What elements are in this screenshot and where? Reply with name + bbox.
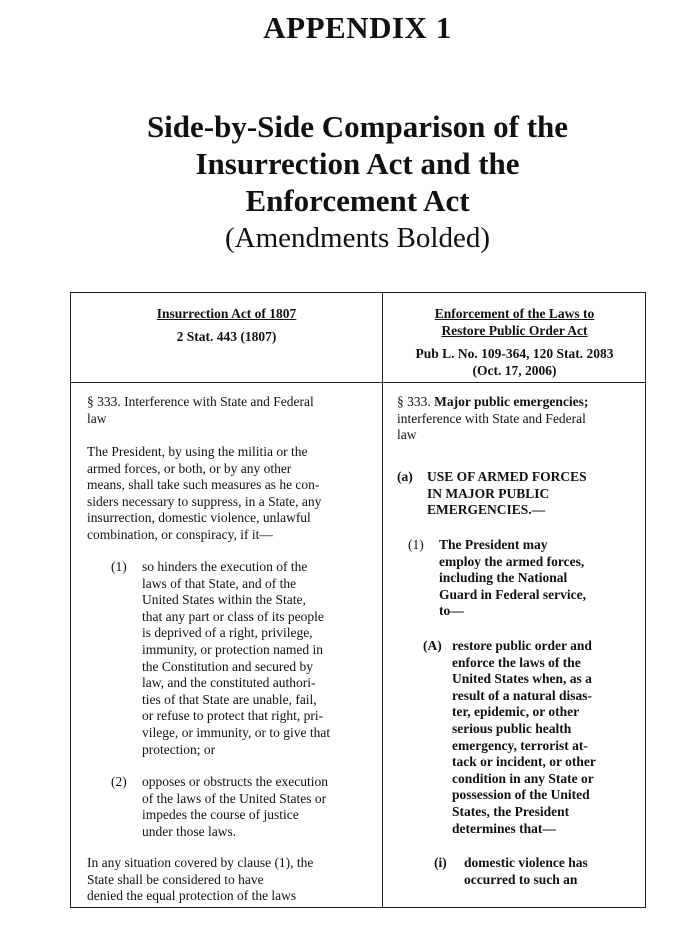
document-subtitle: (Amendments Bolded) <box>225 222 490 254</box>
text-line: § 333. Interference with State and Federal <box>87 394 314 409</box>
clause-number: (1) <box>111 559 127 574</box>
text-line: ties of that State are unable, fail, <box>142 691 317 707</box>
text-line: enforce the laws of the <box>452 654 581 670</box>
right-paragraph-1 <box>439 537 644 620</box>
text-line: EMERGENCIES.— <box>427 502 546 518</box>
header-divider <box>71 382 645 383</box>
text-line: law <box>87 410 107 426</box>
text-line: determines that— <box>452 820 556 836</box>
document-title <box>0 108 687 219</box>
text-line: law <box>397 427 417 443</box>
right-header-title-line: Enforcement of the Laws to <box>434 306 595 321</box>
text-line: United States when, as a <box>452 671 592 687</box>
text-line: domestic violence has <box>464 855 588 870</box>
text-line: including the National <box>439 570 568 586</box>
text-line: siders necessary to suppress, in a State, any <box>87 493 322 509</box>
text-line: denied the equal protection of the laws <box>87 888 297 904</box>
text-line: possession of the United <box>452 787 590 803</box>
text-line: IN MAJOR PUBLIC <box>427 485 550 501</box>
left-intro-paragraph <box>87 444 377 544</box>
text-line: insurrection, domestic violence, unlawful <box>87 510 311 526</box>
right-clause-i <box>464 855 644 888</box>
text-line: laws of that State, and of the <box>142 575 297 591</box>
left-clause-1 <box>142 559 380 758</box>
text-line: employ the armed forces, <box>439 553 585 569</box>
left-header-citation: 2 Stat. 443 (1807) <box>176 329 277 344</box>
text-line: serious public health <box>452 720 572 736</box>
text-line: combination, or conspiracy, if it— <box>87 526 273 542</box>
text-line: Guard in Federal service, <box>439 586 586 602</box>
clause-number: (2) <box>111 774 127 789</box>
right-header-citation-line: Pub L. No. 109-364, 120 Stat. 2083 <box>415 346 614 361</box>
text-line: law, and the constituted authori- <box>142 675 316 691</box>
text-line: of the laws of the United States or <box>142 790 327 806</box>
text-line: immunity, or protection named in <box>142 641 323 657</box>
text-line: The President may <box>439 537 548 552</box>
text-line: States, the President <box>452 803 570 819</box>
title-line: Insurrection Act and the <box>195 146 520 181</box>
left-column-header <box>71 305 382 345</box>
text-line: so hinders the execution of the <box>142 559 308 574</box>
text-line: occurred to such an <box>464 871 578 887</box>
section-prefix: § 333. <box>397 394 435 409</box>
right-header-title-line: Restore Public Order Act <box>441 323 588 338</box>
text-line: State shall be considered to have <box>87 871 264 887</box>
text-line: ter, epidemic, or other <box>452 704 580 720</box>
right-subparagraph-A <box>452 638 645 837</box>
title-line: Side-by-Side Comparison of the <box>146 109 569 144</box>
left-section-heading <box>87 394 377 427</box>
right-section-heading <box>397 394 642 444</box>
text-line: armed forces, or both, or by any other <box>87 460 292 476</box>
right-header-citation-line: (Oct. 17, 2006) <box>472 363 557 378</box>
clause-number: (i) <box>434 855 447 870</box>
subparagraph-number: (A) <box>423 638 442 653</box>
text-line: protection; or <box>142 741 216 757</box>
text-line: USE OF ARMED FORCES <box>427 469 587 484</box>
section-bold-title: Major public emergencies; <box>434 394 589 409</box>
text-line: is deprived of a right, privilege, <box>142 625 313 641</box>
text-line: tack or incident, or other <box>452 754 596 770</box>
comparison-table <box>70 292 646 908</box>
text-line: vilege, or immunity, or to give that <box>142 724 331 740</box>
right-subsection-a <box>427 469 642 519</box>
text-line <box>397 394 642 411</box>
text-line: to— <box>439 603 464 619</box>
text-line: emergency, terrorist at- <box>452 737 588 753</box>
text-line: means, shall take such measures as he con- <box>87 477 320 493</box>
text-line: result of a natural disas- <box>452 687 593 703</box>
text-line: restore public order and <box>452 638 592 653</box>
column-divider <box>382 293 383 907</box>
paragraph-number: (1) <box>408 537 424 552</box>
left-header-title: Insurrection Act of 1807 <box>156 306 297 321</box>
text-line: impedes the course of justice <box>142 807 299 823</box>
text-line: The President, by using the militia or the <box>87 444 308 459</box>
text-line: opposes or obstructs the execution <box>142 774 328 789</box>
text-line: In any situation covered by clause (1), the <box>87 855 314 870</box>
right-column-header <box>383 305 646 379</box>
left-clause-2 <box>142 774 380 840</box>
text-line: condition in any State or <box>452 770 594 786</box>
subsection-number: (a) <box>397 469 413 484</box>
left-closing-paragraph <box>87 855 377 905</box>
text-line: or refuse to protect that right, pri- <box>142 708 324 724</box>
text-line: under those laws. <box>142 823 237 839</box>
text-line: that any part or class of its people <box>142 608 324 624</box>
appendix-heading: APPENDIX 1 <box>263 10 452 45</box>
title-line: Enforcement Act <box>245 183 470 218</box>
text-line: the Constitution and secured by <box>142 658 313 674</box>
text-line: United States within the State, <box>142 592 306 608</box>
text-line: interference with State and Federal <box>397 410 586 426</box>
